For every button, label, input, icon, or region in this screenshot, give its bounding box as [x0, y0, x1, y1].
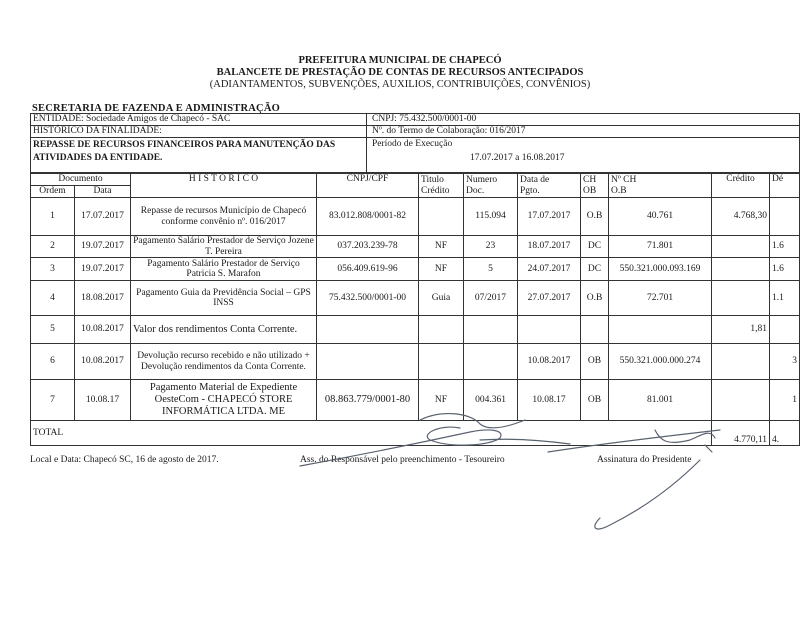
- document-subtitle-detail: (ADIANTAMENTOS, SUBVENÇÕES, AUXILIOS, CONTRIBUIÇÕES, CONVÊNIOS): [209, 79, 591, 90]
- data-cell: 17.07.2017: [75, 198, 131, 236]
- finalidade-line-1: REPASSE DE RECURSOS FINANCEIROS PARA MANUTENÇÃO DAS: [33, 140, 336, 150]
- debito-cell: 1.6: [770, 258, 800, 281]
- col-ordem: Ordem: [31, 186, 75, 198]
- datapgto-cell: 24.07.2017: [518, 258, 581, 281]
- datapgto-cell: 10.08.17: [518, 380, 581, 421]
- historico-cell: Pagamento Salário Prestador de Serviço Patricia S. Marafon: [131, 258, 317, 281]
- col-ch: CH OB: [581, 174, 609, 198]
- data-cell: 10.08.2017: [75, 316, 131, 344]
- data-cell: 19.07.2017: [75, 258, 131, 281]
- data-cell: 10.08.2017: [75, 344, 131, 380]
- nch-cell: 71.801: [609, 236, 712, 258]
- signature-tesoureiro: [300, 427, 501, 466]
- col-documento: Documento: [31, 174, 131, 186]
- local-data: Local e Data: Chapecó SC, 16 de agosto de 2017.: [30, 455, 219, 465]
- termo-field: Nº. do Termo de Colaboração: 016/2017: [372, 126, 526, 136]
- document-title: PREFEITURA MUNICIPAL DE CHAPECÓ: [298, 55, 502, 66]
- titulo-cell: NF: [419, 380, 464, 421]
- numero-cell: 23: [464, 236, 518, 258]
- titulo-cell: NF: [419, 236, 464, 258]
- numero-cell: 004.361: [464, 380, 518, 421]
- historico-cell: Pagamento Guia da Previdência Social – GPS INSS: [131, 281, 317, 316]
- cnpj-cell: 08.863.779/0001-80: [317, 380, 419, 421]
- numero-cell: 115.094: [464, 198, 518, 236]
- nch-cell: 72.701: [609, 281, 712, 316]
- signature-label-presidente: Assinatura do Presidente: [597, 455, 692, 465]
- col-titulo: Titulo Crédito: [419, 174, 464, 198]
- titulo-cell: NF: [419, 258, 464, 281]
- datapgto-cell: 10.08.2017: [518, 344, 581, 380]
- nch-cell: 81.001: [609, 380, 712, 421]
- cnpj-cell: 056.409.619-96: [317, 258, 419, 281]
- col-data-pgto: Data de Pgto.: [518, 174, 581, 198]
- ch-cell: O.B: [581, 198, 609, 236]
- data-cell: 19.07.2017: [75, 236, 131, 258]
- total-label: TOTAL: [31, 421, 712, 446]
- titulo-cell: Guia: [419, 281, 464, 316]
- periodo-value: 17.07.2017 a 16.08.2017: [470, 153, 565, 163]
- ch-cell: DC: [581, 258, 609, 281]
- data-cell: 18.08.2017: [75, 281, 131, 316]
- col-cnpj: CNPJ/CPF: [317, 174, 419, 198]
- historico-label: HISTÓRICO DA FINALIDADE:: [33, 126, 162, 136]
- secretaria-heading: SECRETARIA DE FAZENDA E ADMINISTRAÇÃO: [32, 103, 280, 114]
- historico-cell: Pagamento Material de Expediente OesteCom - CHAPECÓ STORE INFORMÁTICA LTDA. ME: [131, 380, 317, 421]
- signature-presidente: [548, 430, 720, 452]
- nch-cell: 550.321.000.093.169: [609, 258, 712, 281]
- cnpj-cell: 83.012.808/0001-82: [317, 198, 419, 236]
- ch-cell: O.B: [581, 281, 609, 316]
- cnpj-cell: 75.432.500/0001-00: [317, 281, 419, 316]
- debito-cell: 1.1: [770, 281, 800, 316]
- col-nch: Nº CH O.B: [609, 174, 712, 198]
- debito-cell: 1: [770, 380, 800, 421]
- col-numero: Numero Doc.: [464, 174, 518, 198]
- ch-cell: OB: [581, 380, 609, 421]
- ordem-cell: 6: [31, 344, 75, 380]
- historico-cell: Valor dos rendimentos Conta Corrente.: [131, 316, 317, 344]
- datapgto-cell: 18.07.2017: [518, 236, 581, 258]
- finalidade-line-2: ATIVIDADES DA ENTIDADE.: [33, 153, 163, 163]
- total-debito: 4.: [770, 421, 800, 446]
- cnpj-field: CNPJ: 75.432.500/0001-00: [372, 114, 477, 124]
- entidade-field: ENTIDADE: Sociedade Amigos de Chapecó - SAC: [33, 114, 231, 124]
- datapgto-cell: 27.07.2017: [518, 281, 581, 316]
- numero-cell: 07/2017: [464, 281, 518, 316]
- debito-cell: 3: [770, 344, 800, 380]
- historico-cell: Devolução recurso recebido e não utilizado + Devolução rendimentos da Conta Corrente.: [131, 344, 317, 380]
- debito-cell: 1.6: [770, 236, 800, 258]
- nch-cell: 40.761: [609, 198, 712, 236]
- cnpj-cell: 037.203.239-78: [317, 236, 419, 258]
- col-historico: H I S T O R I C O: [131, 174, 317, 198]
- historico-cell: Pagamento Salário Prestador de Serviço Jozene T. Pereira: [131, 236, 317, 258]
- col-debito: Dé: [770, 174, 800, 198]
- document-subtitle: BALANCETE DE PRESTAÇÃO DE CONTAS DE RECURSOS ANTECIPADOS: [216, 67, 584, 78]
- signature-label-tesoureiro: Ass. do Responsável pelo preenchimento - Tesoureiro: [300, 455, 505, 465]
- ch-cell: OB: [581, 344, 609, 380]
- ordem-cell: 1: [31, 198, 75, 236]
- credito-cell: 1,81: [712, 316, 770, 344]
- col-data: Data: [75, 186, 131, 198]
- total-credito: 4.770,11: [712, 421, 770, 446]
- periodo-label: Período de Execução: [372, 139, 453, 149]
- ordem-cell: 7: [31, 380, 75, 421]
- credito-cell: 4.768,30: [712, 198, 770, 236]
- historico-cell: Repasse de recursos Município de Chapecó conforme convênio nº. 016/2017: [131, 198, 317, 236]
- ch-cell: DC: [581, 236, 609, 258]
- ordem-cell: 3: [31, 258, 75, 281]
- datapgto-cell: 17.07.2017: [518, 198, 581, 236]
- ordem-cell: 5: [31, 316, 75, 344]
- ordem-cell: 4: [31, 281, 75, 316]
- numero-cell: 5: [464, 258, 518, 281]
- nch-cell: 550.321.000.000.274: [609, 344, 712, 380]
- ordem-cell: 2: [31, 236, 75, 258]
- data-cell: 10.08.17: [75, 380, 131, 421]
- col-credito: Crédito: [712, 174, 770, 198]
